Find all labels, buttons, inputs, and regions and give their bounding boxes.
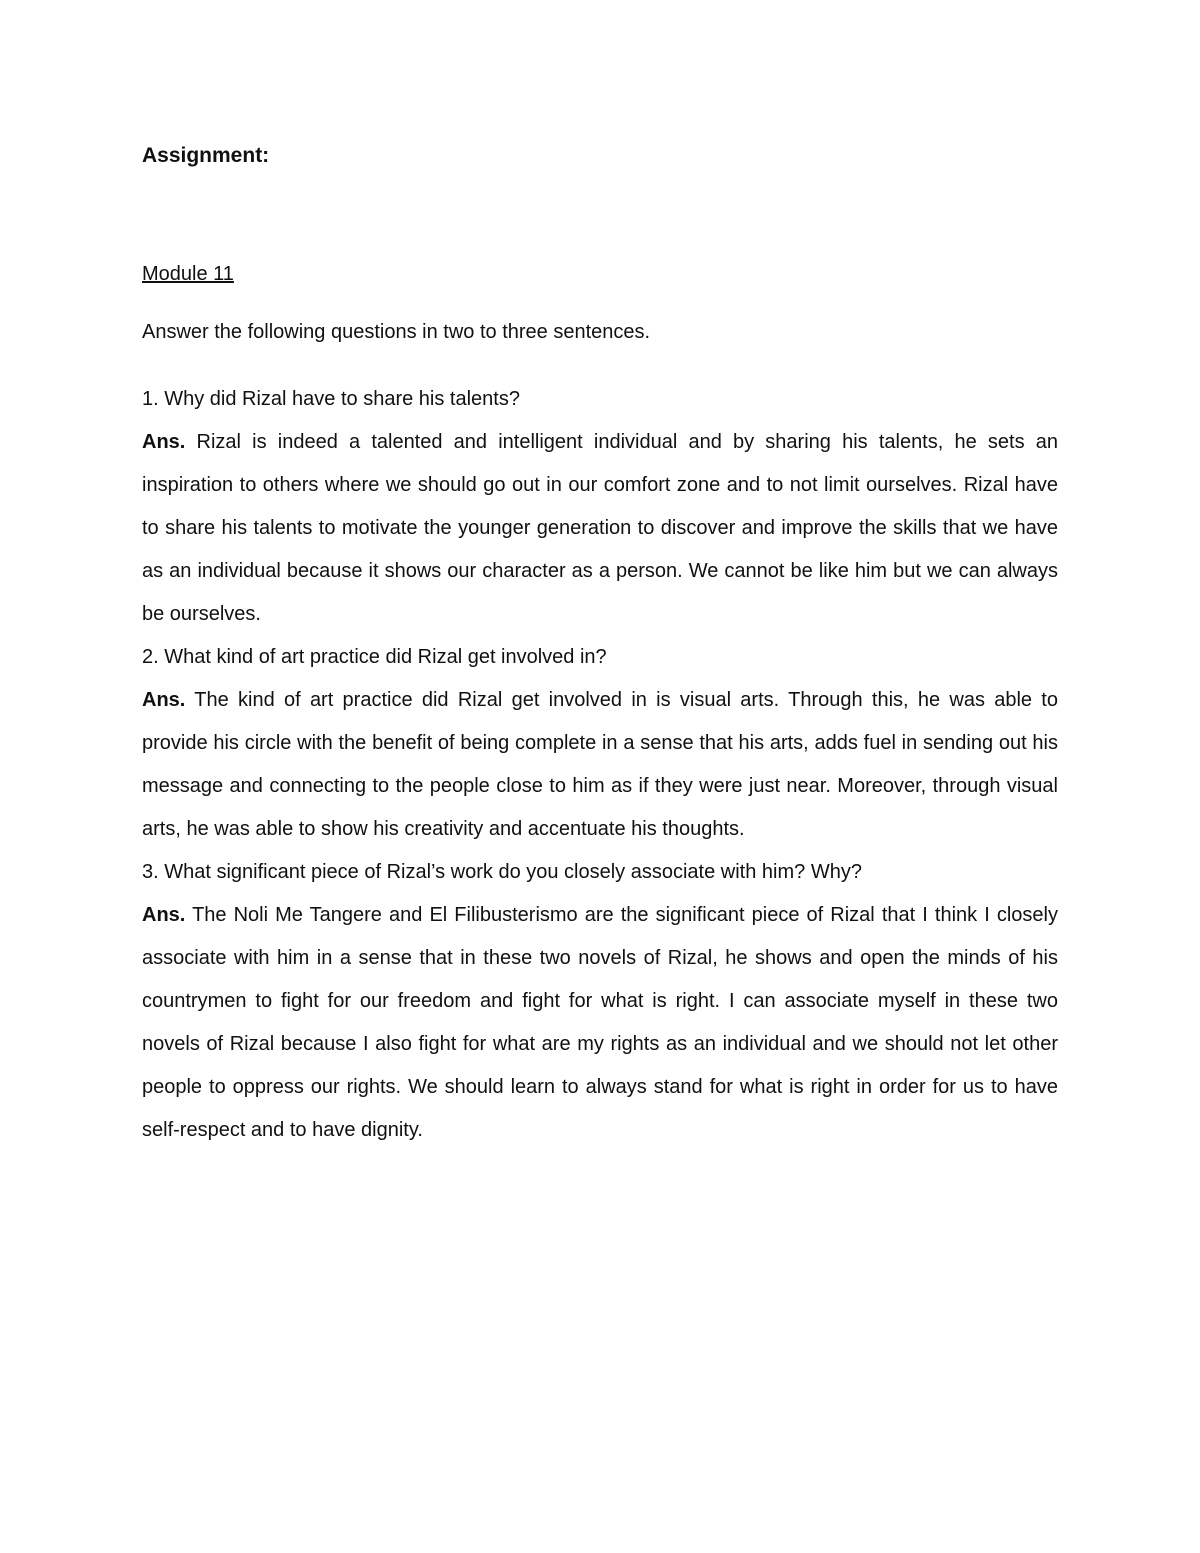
answer-label: Ans. bbox=[142, 689, 186, 711]
document-body bbox=[142, 140, 1058, 1152]
module-heading: Module 11 bbox=[142, 263, 234, 285]
answer-2 bbox=[142, 679, 1058, 851]
answer-3-text: The Noli Me Tangere and El Filibusterismo are the significant piece of Rizal that I think I closely associate with him in a sense that in these two novels of Rizal, he shows and open the minds of his countrymen to fight for our freedom and fight for what is right. I can associate myself in these two novels of Rizal because I also fight for what are my rights as an individual and we should not let other people to oppress our rights. We should learn to always stand for what is right in order for us to have self-respect and to have dignity. bbox=[142, 904, 1058, 1141]
answer-2-text: The kind of art practice did Rizal get involved in is visual arts. Through this, he was able to provide his circle with the benefit of being complete in a sense that his arts, adds fuel in sending out his message and connecting to the people close to him as if they were just near. Moreover, through visual arts, he was able to show his creativity and accentuate his thoughts. bbox=[142, 689, 1058, 840]
answer-label: Ans. bbox=[142, 431, 186, 453]
qa-item-1 bbox=[142, 378, 1058, 636]
question-2: 2. What kind of art practice did Rizal get involved in? bbox=[142, 646, 607, 668]
answer-3 bbox=[142, 894, 1058, 1152]
question-1: 1. Why did Rizal have to share his talents? bbox=[142, 388, 520, 410]
qa-item-2 bbox=[142, 636, 1058, 851]
document-title: Assignment: bbox=[142, 144, 270, 167]
answer-1 bbox=[142, 421, 1058, 636]
answer-1-text: Rizal is indeed a talented and intelligent individual and by sharing his talents, he sets an inspiration to others where we should go out in our comfort zone and to not limit ourselves. Rizal have to share his talents to motivate the younger generation to discover and improve the skills that we have as an individual because it shows our character as a person. We cannot be like him but we can always be ourselves. bbox=[142, 431, 1059, 625]
qa-item-3 bbox=[142, 851, 1058, 1152]
question-answer-list bbox=[142, 378, 1058, 1152]
instructions-text: Answer the following questions in two to three sentences. bbox=[142, 321, 651, 343]
question-3: 3. What significant piece of Rizal’s work do you closely associate with him? Why? bbox=[142, 861, 862, 883]
answer-label: Ans. bbox=[142, 904, 186, 926]
